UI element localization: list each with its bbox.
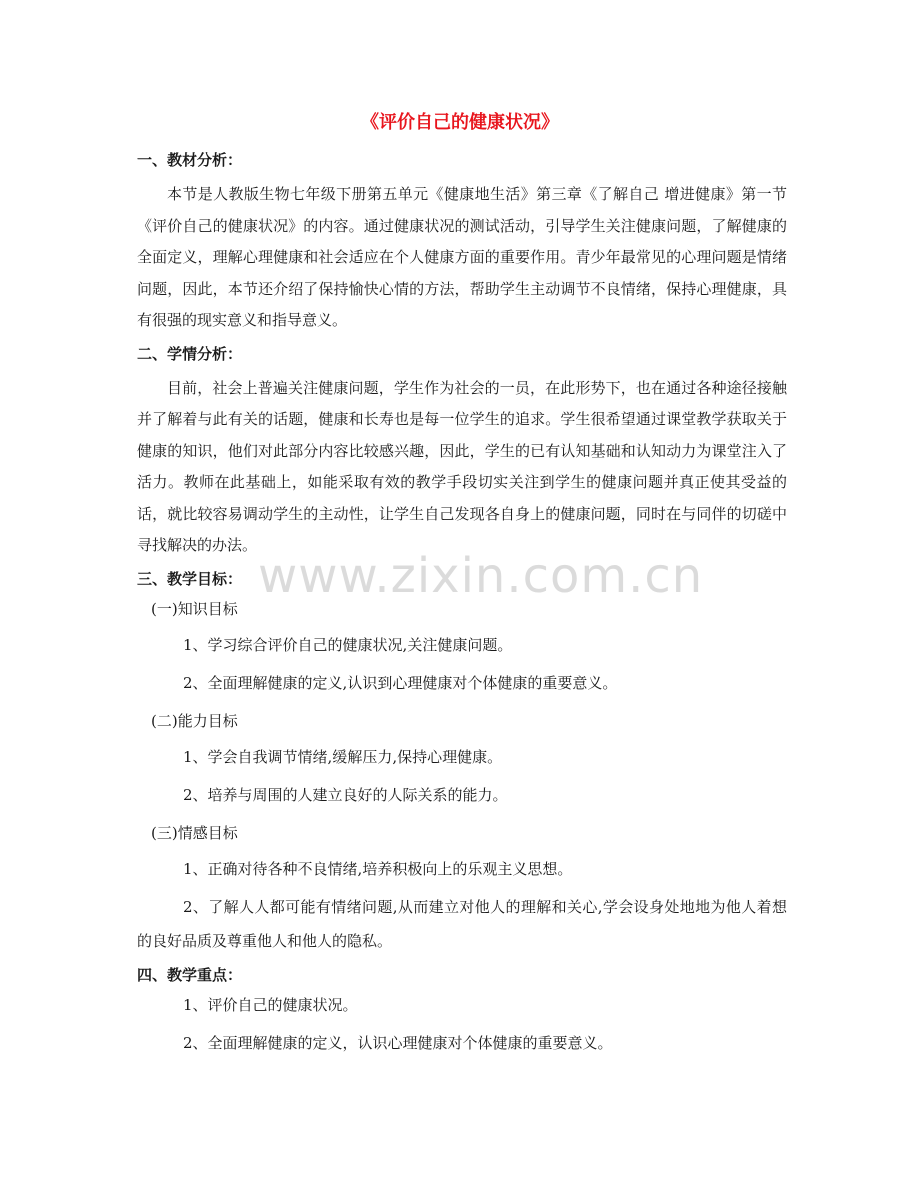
- list-item: 2、全面理解健康的定义,认识到心理健康对个体健康的重要意义。: [183, 673, 618, 692]
- list-item: 2、了解人人都可能有情绪问题,从而建立对他人的理解和关心,学会设身处地地为他人着想的良好品质及尊重他人和他人的隐私。: [137, 897, 787, 950]
- list-item: 1、学会自我调节情绪,缓解压力,保持心理健康。: [183, 747, 503, 766]
- goal-group-ability: (二)能力目标: [151, 711, 238, 730]
- section-heading-teaching-goals: 三、教学目标：: [137, 569, 243, 588]
- goal-group-emotion: (三)情感目标: [151, 823, 238, 842]
- list-item: 2、培养与周围的人建立良好的人际关系的能力。: [183, 785, 508, 804]
- list-item: 1、评价自己的健康状况。: [183, 995, 358, 1014]
- section-heading-textbook-analysis: 一、教材分析：: [137, 151, 243, 169]
- list-item: 1、学习综合评价自己的健康状况,关注健康问题。: [183, 635, 513, 654]
- document-body: [137, 143, 787, 1070]
- goal-group-knowledge: (一)知识目标: [151, 599, 238, 618]
- paragraph-textbook-analysis: 本节是人教版生物七年级下册第五单元《健康地生活》第三章《了解自己 增进健康》第一节《评价自己的健康状况》的内容。通过健康状况的测试活动，引导学生关注健康问题，了解健康的全面定义，理解心理健康和社会适应在个人健康方面的重要作用。青少年最常见的心理问题是情绪问题，因此，本节还介绍了保持愉快心情的方法，帮助学生主动调节不良情绪，保持心理健康，具有很强的现实意义和指导意义。: [137, 185, 787, 329]
- section-heading-student-analysis: 二、学情分析：: [137, 344, 243, 363]
- list-item: 2、全面理解健康的定义，认识心理健康对个体健康的重要意义。: [183, 1033, 613, 1052]
- watermark: www.zixin.com.cn: [258, 548, 704, 604]
- section-heading-key-points: 四、教学重点：: [137, 965, 243, 984]
- list-item: 1、正确对待各种不良情绪,培养积极向上的乐观主义思想。: [183, 859, 573, 878]
- paragraph-student-analysis: 目前，社会上普遍关注健康问题，学生作为社会的一员，在此形势下，也在通过各种途径接触并了解着与此有关的话题，健康和长寿也是每一位学生的追求。学生很希望通过课堂教学获取关于健康的知识，他们对此部分内容比较感兴趣，因此，学生的已有认知基础和认知动力为课堂注入了活力。教师在此基础上，如能采取有效的教学手段切实关注到学生的健康问题并真正使其受益的话，就比较容易调动学生的主动性，让学生自己发现各自身上的健康问题，同时在与同伴的切磋中寻找解决的办法。: [137, 378, 787, 554]
- document-title: 《评价自己的健康状况》: [361, 112, 559, 133]
